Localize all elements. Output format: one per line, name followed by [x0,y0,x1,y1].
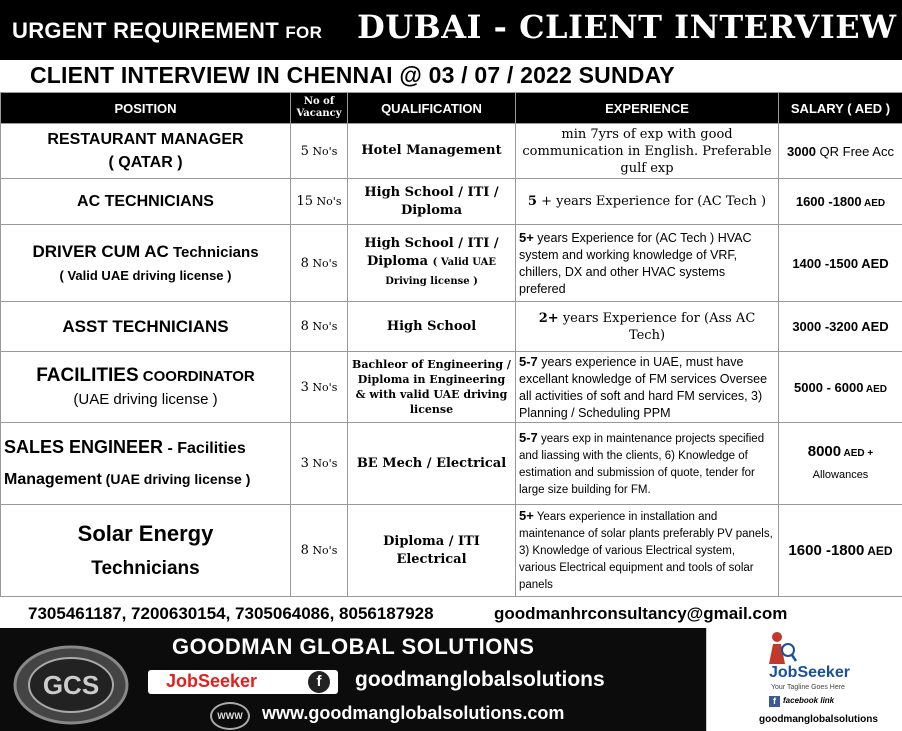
salary-note: QR Free Acc [815,143,894,159]
vacancy-number: 8 [300,319,309,334]
table-row [1,352,902,423]
position-title: DRIVER CUM AC [32,241,169,261]
top-banner [0,0,902,60]
experience-years: 5+ [519,229,534,245]
interview-date-text: CLIENT INTERVIEW IN CHENNAI @ 03 / 07 / 2022 SUNDAY [30,62,675,88]
salary-note: Allowances [812,469,869,481]
table-row [1,179,902,225]
jobseeker-panel [706,628,902,731]
salary-unit: AED [861,198,886,209]
position-subtitle: Management [4,471,102,488]
experience-cell [516,302,779,352]
qualification-cell: Bachleor of Engineering / Diploma in Engineering & with valid UAE driving license [348,352,516,423]
website-link[interactable]: www.goodmanglobalsolutions.com [262,703,565,723]
table-header-row [1,93,902,124]
qualification-cell: High School [348,302,516,352]
column-header-vacancy [291,93,348,124]
experience-cell [516,352,779,423]
column-header-position: POSITION [1,93,291,124]
vacancy-cell [291,124,348,179]
position-cell [1,225,291,302]
vacancy-unit: No's [308,144,338,158]
jobseeker-figure-icon [757,630,797,666]
vacancy-cell [291,302,348,352]
qualification-cell: Hotel Management [348,124,516,179]
salary-value: 1400 -1500 AED [792,255,889,271]
phone-numbers: 7305461187, 7200630154, 7305064086, 8056187928 [28,604,434,623]
vacancy-unit: No's [308,544,338,557]
salary-value: 1600 -1800 [795,194,862,209]
qualification-cell: Diploma / ITI Electrical [348,505,516,597]
vacancy-unit: No's [308,457,338,470]
table-row [1,225,902,302]
qualification-cell: High School / ITI / Diploma [348,179,516,225]
position-cell [1,352,291,423]
facebook-handle[interactable]: goodmanglobalsolutions [355,668,605,691]
position-title-suffix: Technicians [168,243,259,261]
urgent-requirement-heading [12,18,322,44]
qualification-line1: High School / ITI / [364,236,499,251]
vacancy-unit: No's [308,256,338,270]
qualification-line2: Diploma [366,254,429,269]
vacancy-unit: No's [308,380,338,394]
facebook-handle[interactable]: goodmanglobalsolutions [759,714,878,725]
position-subtitle-note: (UAE driving license ) [101,471,251,487]
vacancy-number: 3 [300,456,309,471]
facebook-icon[interactable]: f [308,671,330,693]
interview-banner [0,60,902,92]
position-subtitle: Technicians [91,557,200,579]
experience-years: 5-7 [519,353,538,369]
vacancy-number: 8 [300,543,309,558]
contact-bar [0,604,902,626]
experience-cell [516,505,779,597]
facebook-link[interactable]: facebook link [783,696,835,705]
position-cell [1,302,291,352]
vacancy-header-line2: Vacancy [296,108,342,119]
salary-unit: AED + [841,448,874,459]
vacancy-header-line1: No of [303,96,335,107]
salary-unit: AED [863,383,887,395]
gcs-logo-text: GCS [42,670,100,700]
salary-cell [779,179,902,225]
vacancy-number: 8 [300,255,309,271]
vacancy-cell [291,423,348,505]
table-row [1,302,902,352]
position-title: FACILITIES [36,364,139,386]
qualification-cell: BE Mech / Electrical [348,423,516,505]
table-row [1,505,902,597]
qualification-note: ( Valid UAE Driving license ) [385,257,497,287]
experience-detail: Years experience in installation and maintenance of solar plants preferably PV panels, 3) Knowledge of various Electrical system, various Electrical equipment and tools of solar panels [519,511,773,591]
salary-cell [779,352,902,423]
position-cell [1,124,291,179]
column-header-qualification: QUALIFICATION [348,93,516,124]
vacancy-cell [291,225,348,302]
jobseeker-brand: JobSeeker [769,664,850,681]
experience-detail: + years Experience for (AC Tech ) [536,194,767,209]
position-title: SALES ENGINEER [4,437,164,457]
experience-years: 5 [527,194,537,209]
salary-value: 8000 [807,443,842,460]
experience-detail: years experience in UAE, must have excellant knowledge of FM services Oversee all activities of soft and hard FM services, 3) Planning / Scheduling PPM [519,354,768,420]
salary-cell [779,124,902,179]
position-cell [1,505,291,597]
position-title: RESTAURANT MANAGER [47,131,244,148]
experience-cell [516,225,779,302]
vacancy-number: 5 [300,143,309,159]
salary-unit: AED [864,544,893,558]
position-title-suffix: COORDINATOR [138,367,255,385]
position-subtitle: ( QATAR ) [108,154,183,171]
position-title: Solar Energy [77,520,214,546]
vacancy-cell [291,352,348,423]
position-title-suffix: - Facilities [163,440,246,457]
destination-heading: DUBAI - CLIENT INTERVIEW [357,8,897,46]
urgent-text: URGENT REQUIREMENT [12,18,286,43]
experience-cell [516,179,779,225]
salary-value: 3000 [787,143,816,159]
jobseeker-logo: JobSeeker [166,671,258,691]
position-subtitle: ( Valid UAE driving license ) [59,267,232,283]
vacancy-unit: No's [313,195,342,208]
experience-years: 2+ [538,310,559,326]
jobseeker-badge [148,670,338,694]
position-title: AC TECHNICIANS [77,193,214,210]
vacancy-unit: No's [308,320,338,333]
experience-cell: min 7yrs of exp with good communication in English. Preferable gulf exp [516,124,779,179]
gcs-logo-icon [12,644,130,726]
globe-icon: WWW [210,702,250,730]
salary-value: 1600 -1800 [788,542,865,559]
vacancy-cell [291,179,348,225]
jobs-table [0,92,902,597]
salary-value: 3000 -3200 AED [792,319,889,334]
salary-cell [779,302,902,352]
salary-cell [779,423,902,505]
facebook-icon[interactable]: f [769,696,780,707]
salary-cell [779,225,902,302]
vacancy-number: 3 [300,379,309,395]
qualification-cell [348,225,516,302]
experience-years: 5+ [519,508,534,523]
experience-detail: years Experience for (Ass AC Tech) [558,310,756,343]
experience-detail: years exp in maintenance projects specified and liassing with the clients, 6) Knowledge of estimation and submission of quote, tender for large size building for FM. [519,432,765,496]
experience-years: 5-7 [519,429,538,445]
vacancy-cell [291,505,348,597]
vacancy-number: 15 [296,194,314,209]
salary-value: 5000 - 6000 [794,379,864,395]
salary-cell [779,505,902,597]
table-row [1,124,902,179]
experience-cell [516,423,779,505]
position-subtitle: (UAE driving license ) [73,390,218,408]
experience-detail: years Experience for (AC Tech ) HVAC system and working knowledge of VRF, chillers, DX and other HVAC systems prefered [519,230,752,296]
table-row [1,423,902,505]
footer [0,628,706,731]
company-name: GOODMAN GLOBAL SOLUTIONS [172,634,535,659]
contact-email-link[interactable]: goodmanhrconsultancy@gmail.com [494,604,788,623]
position-cell [1,423,291,505]
urgent-for-text: FOR [285,23,323,42]
position-title: ASST TECHNICIANS [62,317,229,336]
column-header-salary: SALARY ( AED ) [779,93,902,124]
position-cell [1,179,291,225]
jobseeker-tagline: Your Tagline Goes Here [771,684,845,691]
column-header-experience: EXPERIENCE [516,93,779,124]
